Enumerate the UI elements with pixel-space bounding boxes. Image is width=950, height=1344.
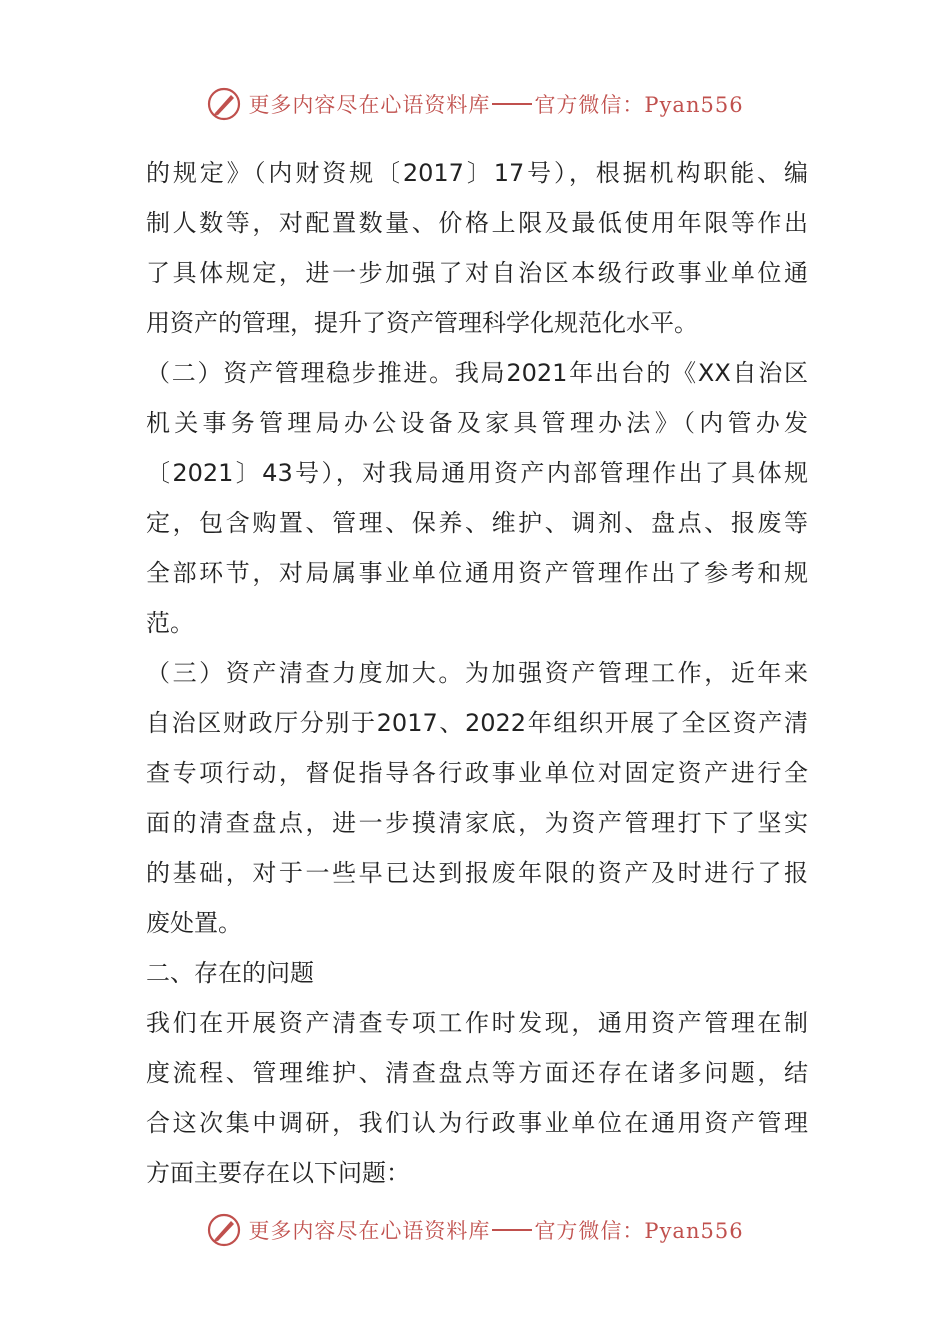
- banner-dash: [492, 1229, 532, 1231]
- body-line: 〔2021〕43号），对我局通用资产内部管理作出了具体规: [146, 459, 808, 487]
- body-line: 定，包含购置、管理、保养、维护、调剂、盘点、报废等: [146, 509, 808, 537]
- body-line: 面的清查盘点，进一步摸清家底，为资产管理打下了坚实: [146, 809, 808, 837]
- body-line: （二）资产管理稳步推进。我局2021年出台的《XX自治区: [146, 359, 808, 387]
- body-line: 机关事务管理局办公设备及家具管理办法》（内管办发: [146, 409, 808, 437]
- body-line: 了具体规定，进一步加强了对自治区本级行政事业单位通: [146, 259, 808, 287]
- header-banner: [0, 84, 950, 124]
- body-line: 用资产的管理，提升了资产管理科学化规范化水平。: [146, 309, 698, 337]
- body-line: 合这次集中调研，我们认为行政事业单位在通用资产管理: [146, 1109, 808, 1137]
- banner-dash: [492, 103, 532, 105]
- body-line: 查专项行动，督促指导各行政事业单位对固定资产进行全: [146, 759, 808, 787]
- body-line: 的基础，对于一些早已达到报废年限的资产及时进行了报: [146, 859, 808, 887]
- banner-contact-text: 官方微信：Pyan556: [534, 1219, 744, 1243]
- body-line: 方面主要存在以下问题：: [146, 1159, 410, 1187]
- banner-contact-text: 官方微信：Pyan556: [534, 93, 744, 117]
- body-line: 度流程、管理维护、清查盘点等方面还存在诸多问题，结: [146, 1059, 808, 1087]
- section-heading: 二、存在的问题: [146, 959, 314, 987]
- pen-logo-icon: [206, 86, 242, 122]
- banner-brand-text: 更多内容尽在心语资料库: [248, 93, 491, 117]
- body-line: 范。: [146, 609, 194, 637]
- footer-banner: [0, 1210, 950, 1250]
- body-line: 的规定》（内财资规〔2017〕17号），根据机构职能、编: [146, 159, 808, 187]
- body-line: 制人数等，对配置数量、价格上限及最低使用年限等作出: [146, 209, 808, 237]
- body-line: （三）资产清查力度加大。为加强资产管理工作，近年来: [146, 659, 808, 687]
- document-body: [146, 148, 808, 1198]
- body-line: 全部环节，对局属事业单位通用资产管理作出了参考和规: [146, 559, 808, 587]
- pen-logo-icon: [206, 1212, 242, 1248]
- body-line: 我们在开展资产清查专项工作时发现，通用资产管理在制: [146, 1009, 808, 1037]
- banner-brand-text: 更多内容尽在心语资料库: [248, 1219, 491, 1243]
- body-line: 自治区财政厅分别于2017、2022年组织开展了全区资产清: [146, 709, 808, 737]
- body-line: 废处置。: [146, 909, 242, 937]
